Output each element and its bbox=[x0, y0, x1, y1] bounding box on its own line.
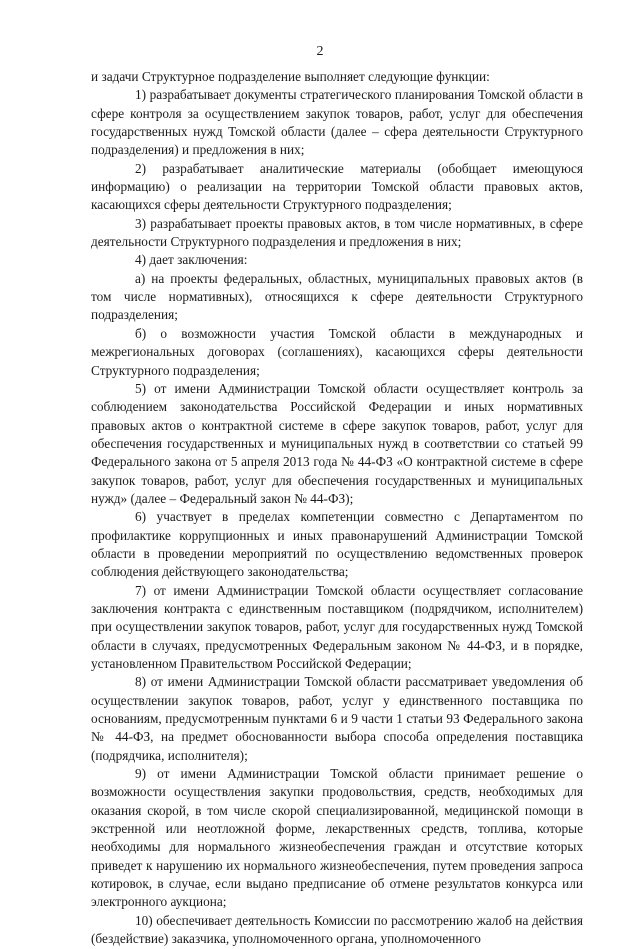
paragraph: 5) от имени Администрации Томской области осуществляет контроль за соблюдением законодательства Российской Федерации и иных нормативных правовых актов о контрактной системе в сфере закупок товаров, работ, услуг для обеспечения государственных и муниципальных нужд в соответствии со статьей 99 Федерального закона от 5 апреля 2013 года № 44-ФЗ «О контрактной системе в сфере закупок товаров, работ, услуг для обеспечения государственных и муниципальных нужд» (далее – Федеральный закон № 44-ФЗ); bbox=[91, 380, 583, 506]
paragraph: 9) от имени Администрации Томской области принимает решение о возможности осуществления закупки продовольствия, средств, необходимых для оказания скорой, в том числе скорой специализированной, медицинской помощи в экстренной или неотложной форме, лекарственных средств, топлива, которые необходимы для нормального жизнеобеспечения граждан и отсутствие которых приведет к нарушению их нормального жизнеобеспечения, путем проведения запроса котировок, в случае, если выдано предписание об отмене результатов конкурса или электронного аукциона; bbox=[91, 766, 583, 910]
paragraph: 8) от имени Администрации Томской области рассматривает уведомления об осуществлении закупок товаров, работ, услуг у единственного поставщика по основаниям, предусмотренным пунктами 6 и 9 части 1 статьи 93 Федерального закона № 44-ФЗ, на предмет обоснованности выбора способа определения поставщика (подрядчика, исполнителя); bbox=[91, 674, 583, 763]
paragraph: б) о возможности участия Томской области в международных и межрегиональных договорах (соглашениях), касающихся сферы деятельности Структурного подразделения; bbox=[91, 325, 583, 378]
paragraph: 2) разрабатывает аналитические материалы (обобщает имеющуюся информацию) о реализации на территории Томской области правовых актов, касающихся сферы деятельности Структурного подразделения; bbox=[91, 160, 583, 213]
paragraph: а) на проекты федеральных, областных, муниципальных правовых актов (в том числе нормативных), относящихся к сфере деятельности Структурного подразделения; bbox=[91, 270, 583, 323]
page-number: 2 bbox=[316, 44, 324, 59]
document-body bbox=[91, 68, 583, 949]
paragraph: 6) участвует в пределах компетенции совместно с Департаментом по профилактике коррупционных и иных правонарушений Администрации Томской области в проведении мероприятий по осуществлению ведомственных проверок соблюдения действующего законодательства; bbox=[91, 509, 583, 580]
paragraph: и задачи Структурное подразделение выполняет следующие функции: bbox=[91, 69, 490, 84]
paragraph: 1) разрабатывает документы стратегического планирования Томской области в сфере контроля за осуществлением закупок товаров, работ, услуг для обеспечения государственных нужд Томской области (далее – сфера деятельности Структурного подразделения) и предложения в них; bbox=[91, 87, 583, 158]
paragraph: 4) дает заключения: bbox=[135, 252, 248, 268]
paragraph: 3) разрабатывает проекты правовых актов, в том числе нормативных, в сфере деятельности Структурного подразделения и предложения в них; bbox=[91, 215, 583, 250]
paragraph: 7) от имени Администрации Томской области осуществляет согласование заключения контракта с единственным поставщиком (подрядчиком, исполнителем) при осуществлении закупок товаров, работ, услуг для государственных нужд Томской области в случаях, предусмотренных Федеральным законом № 44-ФЗ, и в порядке, установленном Правительством Российской Федерации; bbox=[91, 582, 583, 671]
paragraph: 10) обеспечивает деятельность Комиссии по рассмотрению жалоб на действия (бездействие) заказчика, уполномоченного органа, уполномоченного bbox=[91, 912, 583, 947]
